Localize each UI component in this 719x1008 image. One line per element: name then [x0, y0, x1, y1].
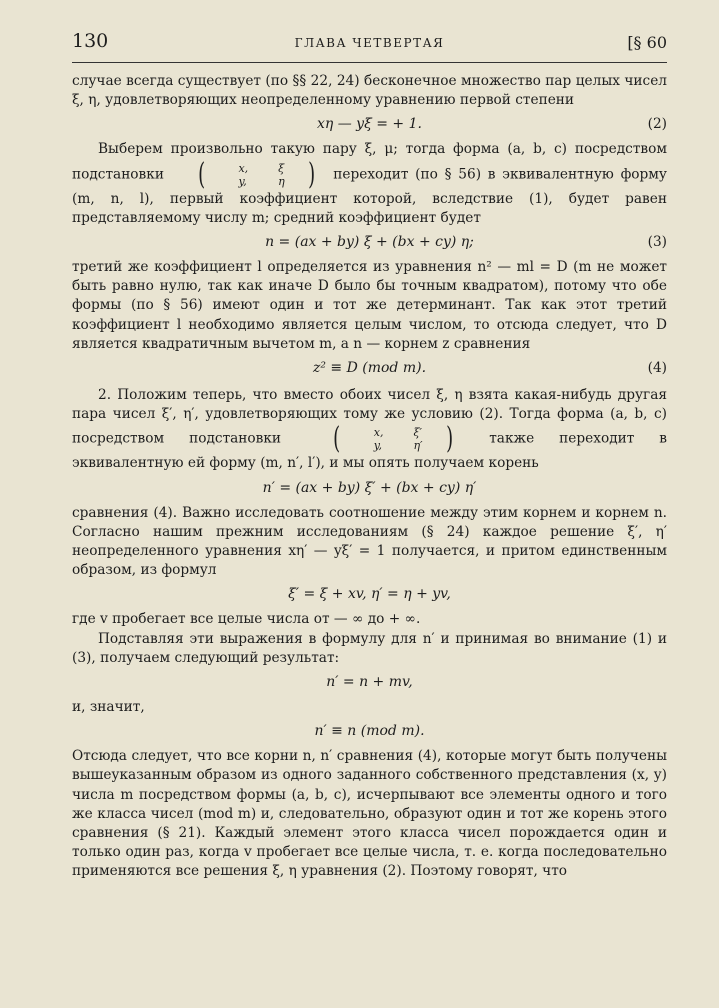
equation-number: (3) [647, 234, 667, 251]
paragraph: и, значит, [72, 699, 145, 716]
section-marker: [§ 60 [627, 33, 667, 52]
matrix-entries [212, 162, 284, 188]
paragraph-text: 2. Положим теперь, что вместо обоих чисел ξ, η взята какая-нибудь другая пара чисел ξ′, η′, удовлетворяющих тому же условию (2). Тогда форма (a, b, c) посредством подстановки [72, 387, 667, 447]
equation-text: n′ = (ax + by) ξ′ + (bx + cy) η′ [262, 479, 477, 496]
matrix-entry: x, [238, 161, 249, 175]
paragraph-text: Выберем произвольно такую пару ξ, μ; тогда форма (a, b, c) посредством подстановки [72, 141, 667, 183]
matrix-entry: x, [373, 426, 384, 440]
header-rule [72, 62, 667, 63]
equation-number: (2) [647, 116, 667, 133]
equation-4 [72, 358, 667, 380]
matrix-entry: ξ [278, 161, 285, 175]
paragraph [72, 386, 667, 474]
paragraph-text: переходит (по § 56) в эквивалентную форму (m, n, l), первый коэффициент которой, вследствие (1), будет равен представляемому числу m; средний коэффициент будет [72, 166, 667, 226]
matrix-entry: y, [373, 439, 382, 453]
matrix-entry: η′ [413, 439, 423, 453]
substitution-matrix [310, 421, 460, 457]
paragraph [72, 140, 667, 228]
equation-number: (4) [647, 360, 667, 377]
equation-7 [72, 672, 667, 694]
equation-text: z² ≡ D (mod m). [312, 360, 427, 377]
matrix-entries [348, 426, 423, 452]
matrix-entry: y, [238, 174, 247, 188]
paragraph: случае всегда существует (по §§ 22, 24) бесконечное множество пар целых чисел ξ, η, удовлетворяющих неопределенному уравнению первой степени [72, 73, 667, 109]
paragraph: Подставляя эти выражения в формулу для n′ и принимая во внимание (1) и (3), получаем следующий результат: [72, 630, 667, 666]
page-number: 130 [72, 30, 109, 52]
right-paren: ) [307, 156, 315, 192]
equation-6 [72, 584, 667, 606]
equation-text: n = (ax + by) ξ + (bx + cy) η; [265, 234, 474, 251]
equation-5 [72, 478, 667, 500]
equation-text: ξ′ = ξ + xv, η′ = η + yv, [288, 586, 451, 603]
equation-8 [72, 721, 667, 743]
equation-3 [72, 232, 667, 254]
paragraph: Отсюда следует, что все корни n, n′ сравнения (4), которые могут быть получены вышеуказанным образом из одного заданного собственного представления (x, y) числа m посредством формы (a, b, c), исчерпывают все элементы одного и того же класса чисел (mod m) и, следовательно, образуют один и тот же корень этого сравнения (§ 21). Каждый элемент этого класса чисел порождается один и только один раз, когда v пробегает все целые числа, т. е. когда последовательно применяются все решения ξ, η уравнения (2). Поэтому говорят, что [72, 748, 667, 880]
running-header [72, 30, 667, 60]
paragraph: третий же коэффициент l определяется из уравнения n² — ml = D (m не может быть равно нулю, так как иначе D было бы точным квадратом), потому что обе формы (по § 56) имеют один и тот же детерминант. Так как этот третий коэффициент l необходимо является целым числом, то отсюда следует, что D является квадратичным вычетом m, a n — корнем z сравнения [72, 259, 667, 352]
page-body [72, 72, 667, 882]
matrix-entry: η [278, 174, 285, 188]
left-paren: ( [333, 421, 341, 457]
paragraph-text: также переходит в эквивалентную ей форму (m, n′, l′), и мы опять получаем корень [72, 430, 667, 472]
chapter-title: ГЛАВА ЧЕТВЕРТАЯ [294, 36, 445, 50]
equation-text: xη — yξ = + 1. [317, 116, 422, 133]
right-paren: ) [445, 421, 453, 457]
paragraph: где v пробегает все целые числа от — ∞ до + ∞. [72, 611, 421, 628]
equation-2 [72, 114, 667, 136]
matrix-entry: ξ′ [413, 426, 422, 440]
left-paren: ( [197, 156, 205, 192]
equation-text: n′ ≡ n (mod m). [314, 723, 425, 740]
equation-text: n′ = n + mv, [326, 674, 413, 691]
substitution-matrix [175, 156, 323, 192]
paragraph: сравнения (4). Важно исследовать соотношение между этим корнем и корнем n. Согласно нашим прежним исследованиям (§ 24) каждое решение ξ′, η′ неопределенного уравнения xη′ — yξ′ = 1 получается, и притом единственным образом, из формул [72, 504, 667, 579]
